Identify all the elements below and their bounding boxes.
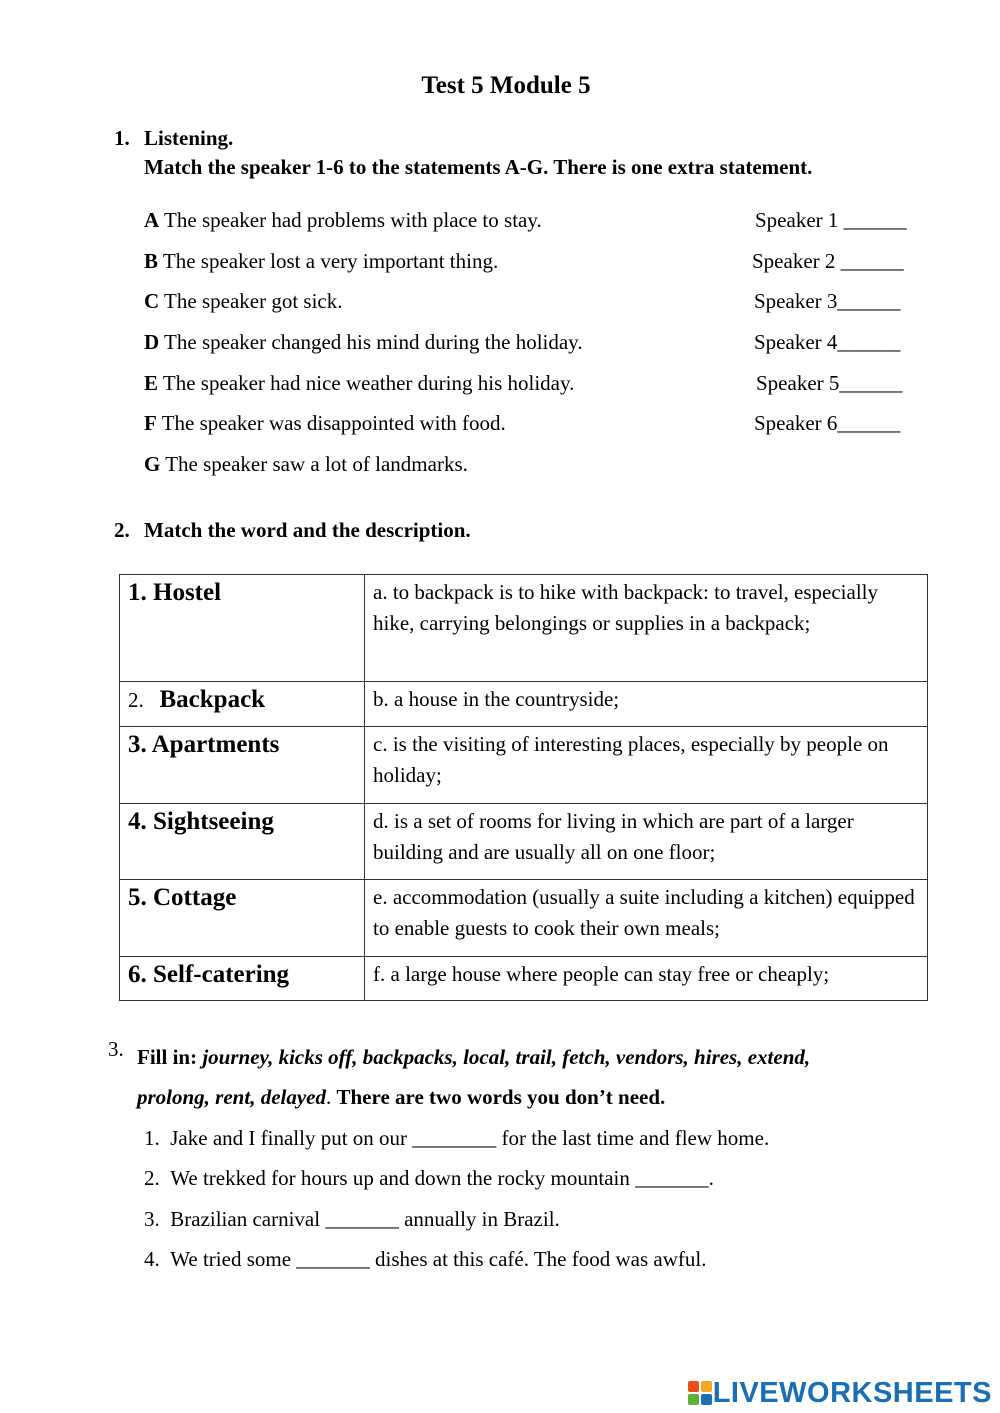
table-row (120, 727, 928, 804)
section-1-number: 1. (114, 126, 130, 150)
speaker-1-answer[interactable]: Speaker 1 ______ (755, 208, 907, 232)
section-2-number: 2. (114, 518, 130, 542)
speaker-2-answer[interactable]: Speaker 2 ______ (752, 249, 904, 273)
description-cell: c. is the visiting of interesting places, especially by people on holiday; (365, 727, 928, 804)
speaker-6-answer[interactable]: Speaker 6______ (754, 411, 901, 435)
liveworksheets-logo (687, 1376, 992, 1410)
match-table (119, 574, 928, 1001)
liveworksheets-brand: LIVEWORKSHEETS (712, 1376, 992, 1409)
statement-g: G The speaker saw a lot of landmarks. (144, 452, 468, 476)
word-cell: 4. Sightseeing (120, 804, 365, 880)
description-cell: e. accommodation (usually a suite including a kitchen) equipped to enable guests to cook their own meals; (365, 880, 928, 957)
liveworksheets-logo-icon (687, 1380, 713, 1406)
statement-d: D The speaker changed his mind during the holiday. (144, 330, 583, 354)
word-cell: 6. Self-catering (120, 957, 365, 1001)
section-2-heading: Match the word and the description. (144, 518, 471, 542)
page-title: Test 5 Module 5 (421, 72, 591, 99)
description-cell: f. a large house where people can stay free or cheaply; (365, 957, 928, 1001)
table-row (120, 804, 928, 880)
word-cell: 3. Apartments (120, 727, 365, 804)
statement-e: E The speaker had nice weather during his holiday. (144, 371, 575, 395)
section-1-instruction: Match the speaker 1-6 to the statements A-G. There is one extra statement. (144, 155, 813, 179)
table-row (120, 575, 928, 682)
word-cell: 5. Cottage (120, 880, 365, 957)
statement-b: B The speaker lost a very important thing. (144, 249, 499, 273)
description-cell: b. a house in the countryside; (365, 682, 928, 727)
speaker-3-answer[interactable]: Speaker 3______ (754, 289, 901, 313)
section-3-number: 3. (108, 1037, 124, 1061)
statement-a: A The speaker had problems with place to stay. (144, 208, 542, 232)
description-cell: a. to backpack is to hike with backpack: to travel, especially hike, carrying belongings or supplies in a backpack; (365, 575, 928, 682)
fill-sentence-3: 3. Brazilian carnival _______ annually in Brazil. (144, 1207, 560, 1231)
table-row (120, 880, 928, 957)
section-1-heading: Listening. (144, 126, 234, 150)
fill-sentence-2: 2. We trekked for hours up and down the rocky mountain _______. (144, 1166, 714, 1190)
description-cell: d. is a set of rooms for living in which are part of a larger building and are usually all on one floor; (365, 804, 928, 880)
speaker-5-answer[interactable]: Speaker 5______ (756, 371, 903, 395)
table-row (120, 957, 928, 1001)
word-cell: 1. Hostel (120, 575, 365, 682)
section-3-heading: Fill in: journey, kicks off, backpacks, local, trail, fetch, vendors, hires, extend, prolong, rent, delayed. There are two words you don’t need. (137, 1045, 811, 1109)
statement-c: C The speaker got sick. (144, 289, 343, 313)
table-row (120, 682, 928, 727)
statement-f: F The speaker was disappointed with food. (144, 411, 506, 435)
speaker-4-answer[interactable]: Speaker 4______ (754, 330, 901, 354)
fill-sentence-4: 4. We tried some _______ dishes at this café. The food was awful. (144, 1247, 707, 1271)
fill-sentence-1: 1. Jake and I finally put on our ________ for the last time and flew home. (144, 1126, 770, 1150)
word-cell: 2. Backpack (120, 682, 365, 727)
